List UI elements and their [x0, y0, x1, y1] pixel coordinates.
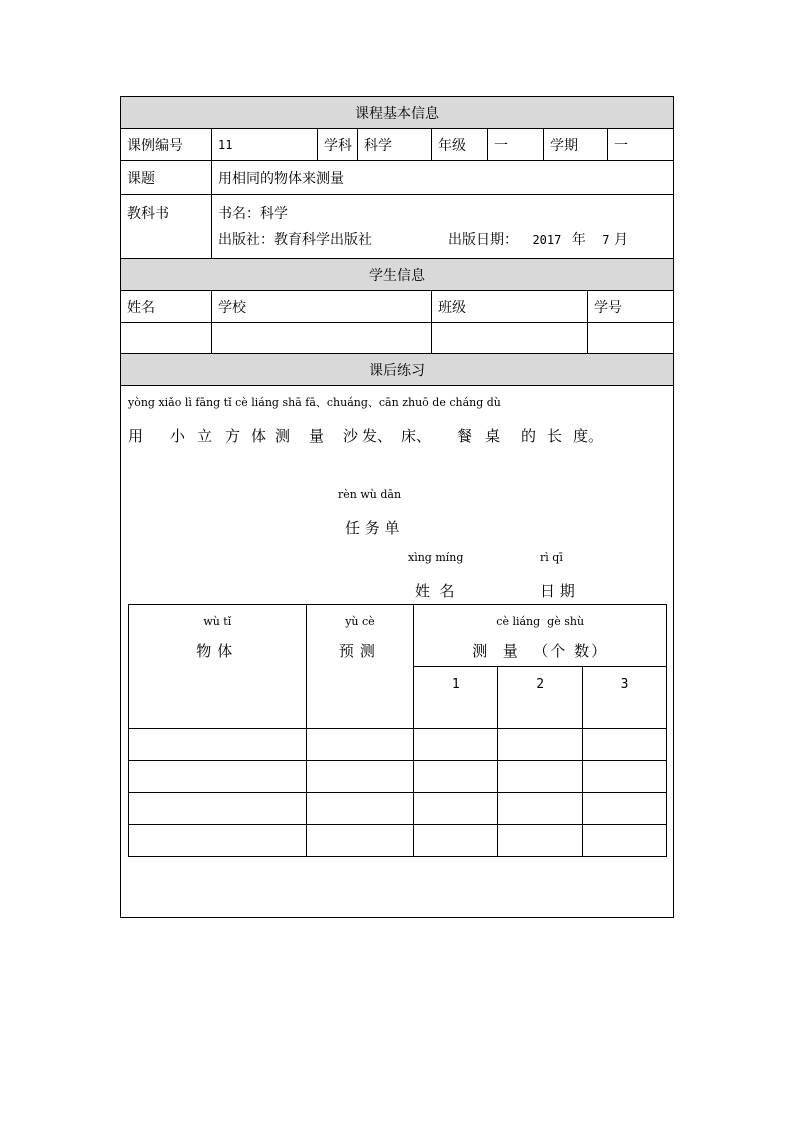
instruction-pinyin: yòng xiǎo lì fāng tǐ cè liáng shā fā、chuáng、cān zhuō de cháng dù	[128, 396, 501, 409]
student-value-row	[121, 323, 673, 354]
predict-cell[interactable]	[306, 761, 414, 793]
table-row	[129, 825, 667, 857]
date-pinyin: rì qī	[540, 551, 563, 564]
object-header	[129, 605, 307, 729]
subject-label: 学科	[318, 129, 358, 160]
instruction-char: 床、	[401, 427, 432, 445]
publish-date-label: 出版日期：	[448, 232, 518, 248]
date-label: 日 期	[540, 582, 575, 600]
exercise-title: 课后练习	[369, 362, 425, 379]
instruction-char: 发、	[362, 427, 393, 445]
exercise-header	[121, 354, 673, 386]
instruction-char: 长	[547, 427, 563, 445]
measure-pinyin: cè liáng gè shù	[496, 615, 585, 628]
topic-row	[121, 161, 673, 195]
term-value: 一	[614, 137, 628, 154]
trial-cell[interactable]	[498, 729, 583, 761]
instruction-char: 立	[197, 427, 213, 445]
trial-cell[interactable]	[583, 729, 667, 761]
trial-cell[interactable]	[414, 729, 498, 761]
month-unit: 月	[613, 232, 628, 248]
course-info-title: 课程基本信息	[355, 105, 439, 122]
worksheet-page	[120, 96, 674, 918]
student-info-header	[121, 259, 673, 291]
publish-date	[448, 229, 628, 249]
topic-label: 课题	[121, 161, 212, 194]
grade-value: 一	[488, 129, 544, 160]
student-class-field[interactable]	[432, 323, 588, 353]
publisher: 出版社：教育科学出版社	[218, 232, 372, 248]
student-school-label: 学校	[212, 291, 432, 322]
student-class-label: 班级	[432, 291, 588, 322]
instruction-char: 用	[128, 427, 144, 445]
lesson-number-label: 课例编号	[121, 129, 212, 160]
predict-cell[interactable]	[306, 729, 414, 761]
object-label: 物体	[196, 642, 239, 660]
student-info-title: 学生信息	[369, 267, 425, 284]
predict-cell[interactable]	[306, 825, 414, 857]
trial-2-header: 2	[498, 667, 583, 729]
predict-cell[interactable]	[306, 793, 414, 825]
trial-cell[interactable]	[498, 761, 583, 793]
trial-cell[interactable]	[414, 761, 498, 793]
student-name-field[interactable]	[121, 323, 212, 353]
subject-value: 科学	[358, 129, 432, 160]
object-cell[interactable]	[129, 729, 307, 761]
table-row	[129, 729, 667, 761]
trial-3-header: 3	[583, 667, 667, 729]
object-cell[interactable]	[129, 825, 307, 857]
object-pinyin: wù tǐ	[203, 615, 232, 628]
textbook-row	[121, 195, 673, 259]
measure-label: 测 量 （个 数）	[472, 642, 609, 660]
task-table-header-row	[129, 605, 667, 667]
lesson-number-value: 11	[212, 129, 318, 160]
student-school-field[interactable]	[212, 323, 432, 353]
instruction-char: 沙	[343, 427, 359, 445]
measure-header	[414, 605, 667, 667]
textbook-details	[212, 195, 673, 258]
publish-month: 7	[602, 233, 610, 247]
topic-value: 用相同的物体来测量	[218, 170, 344, 187]
predict-pinyin: yù cè	[345, 615, 375, 628]
trial-1-header: 1	[414, 667, 498, 729]
instruction-char: 的	[521, 427, 537, 445]
instruction-char: 体	[251, 427, 267, 445]
publish-year: 2017	[532, 233, 562, 247]
trial-cell[interactable]	[498, 793, 583, 825]
predict-label: 预测	[338, 642, 381, 660]
table-row	[129, 761, 667, 793]
textbook-label: 教科书	[121, 195, 212, 258]
student-id-label: 学号	[594, 299, 622, 316]
instruction-char: 桌	[485, 427, 501, 445]
course-info-header	[121, 97, 673, 129]
instruction-char: 小	[170, 427, 186, 445]
task-title: 任 务 单	[345, 519, 400, 537]
year-unit: 年	[571, 232, 586, 248]
instruction-char: 度。	[573, 427, 604, 445]
object-cell[interactable]	[129, 793, 307, 825]
predict-header	[306, 605, 414, 729]
publisher-line	[218, 229, 673, 251]
book-name: 书名：科学	[218, 206, 288, 222]
object-cell[interactable]	[129, 761, 307, 793]
student-name-label: 姓名	[121, 291, 212, 322]
name-pinyin: xìng míng	[408, 551, 464, 564]
task-table	[128, 604, 667, 857]
instruction-char: 量	[309, 427, 325, 445]
trial-cell[interactable]	[498, 825, 583, 857]
course-meta-row	[121, 129, 673, 161]
task-title-pinyin: rèn wù dān	[338, 488, 402, 501]
instruction-char: 方	[225, 427, 241, 445]
trial-cell[interactable]	[583, 761, 667, 793]
trial-cell[interactable]	[414, 825, 498, 857]
student-id-field[interactable]	[588, 323, 673, 353]
trial-cell[interactable]	[414, 793, 498, 825]
grade-label: 年级	[432, 129, 488, 160]
trial-cell[interactable]	[583, 825, 667, 857]
instruction-char: 餐	[457, 427, 473, 445]
trial-cell[interactable]	[583, 793, 667, 825]
name-label: 姓 名	[415, 582, 455, 600]
term-label: 学期	[544, 129, 608, 160]
student-label-row	[121, 291, 673, 323]
instruction-char: 测	[275, 427, 291, 445]
table-row	[129, 793, 667, 825]
